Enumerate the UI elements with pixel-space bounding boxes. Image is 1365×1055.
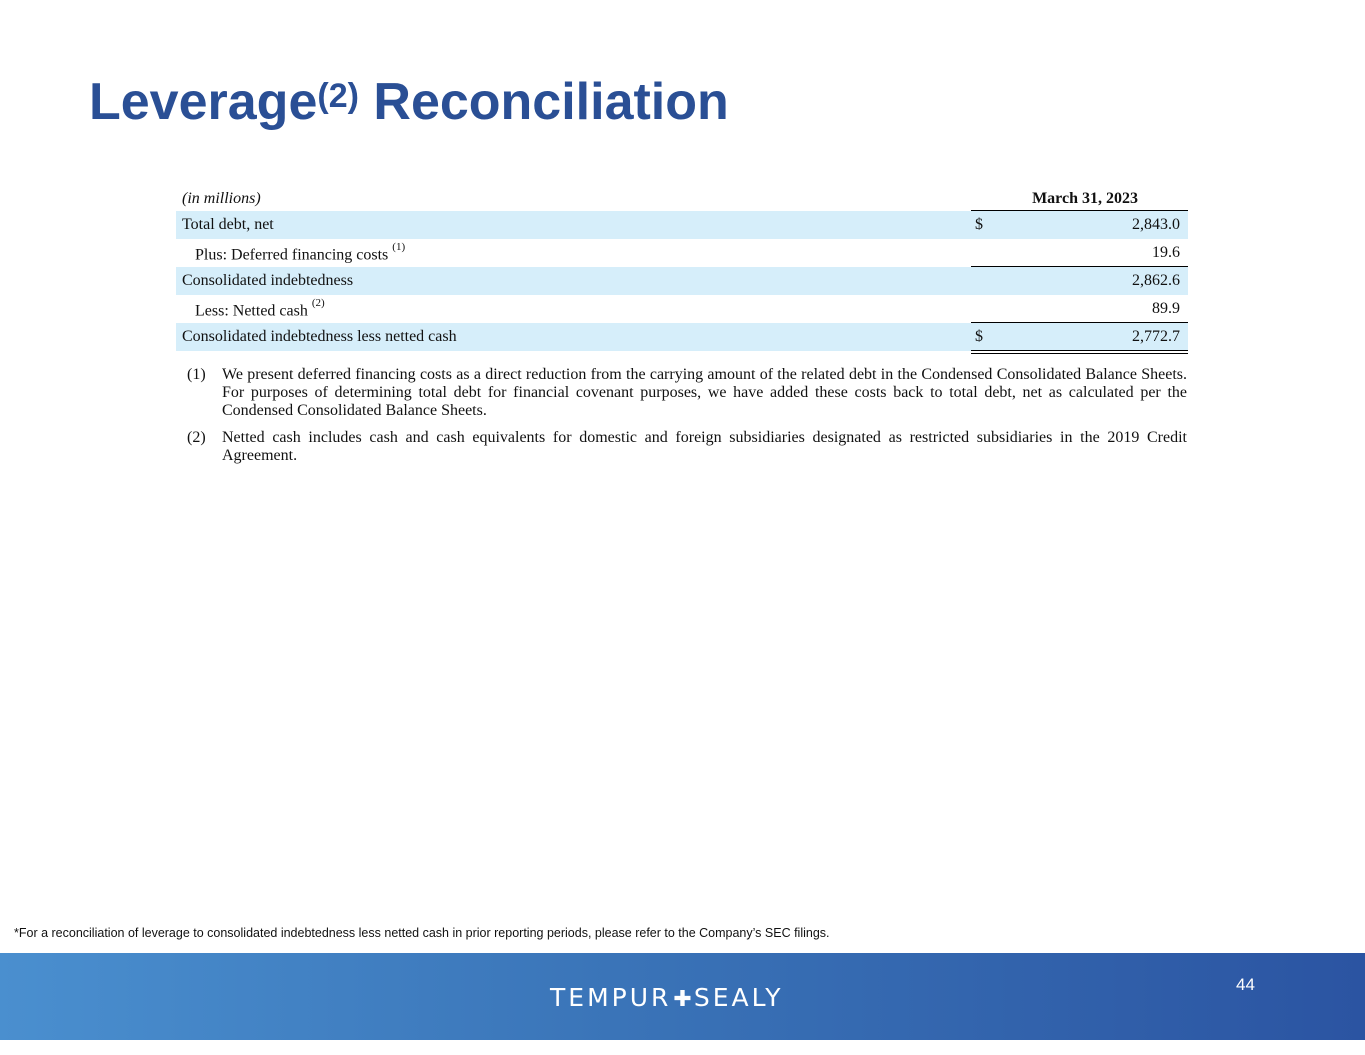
table-row-netted-cash — [176, 295, 1188, 323]
footnote-ref: (2) — [311, 297, 325, 309]
table-notes — [187, 366, 1187, 474]
row-value: 2,772.7 — [1132, 328, 1180, 345]
row-label-text: Plus: Deferred financing costs — [195, 246, 389, 264]
table-row-deferred-financing — [176, 239, 1188, 267]
slide-title — [89, 70, 729, 134]
note-text: Netted cash includes cash and cash equivalents for domestic and foreign subsidiaries designated as restricted subsidiaries in the 2019 Credit Agreement. — [222, 429, 1187, 464]
title-main: Leverage — [89, 73, 318, 131]
cross-icon: ✚ — [673, 987, 692, 1012]
row-value: 89.9 — [1152, 300, 1180, 317]
row-label-text: Less: Netted cash — [195, 302, 308, 320]
table-row-indebtedness-less-cash — [176, 323, 1188, 351]
note-number: (2) — [187, 429, 206, 446]
brand-left: TEMPUR — [550, 983, 672, 1012]
footer-bar — [0, 953, 1365, 1040]
brand-right: SEALY — [693, 983, 784, 1012]
row-label: Consolidated indebtedness less netted cash — [182, 328, 457, 345]
title-superscript: (2) — [317, 77, 359, 115]
note-2 — [187, 429, 1187, 465]
row-value: 19.6 — [1152, 244, 1180, 261]
note-number: (1) — [187, 366, 206, 383]
table-row-total-debt — [176, 211, 1188, 239]
total-double-rule — [971, 350, 1188, 354]
disclaimer-footnote: *For a reconciliation of leverage to consolidated indebtedness less netted cash in prior reporting periods, please refer to the Company’s SEC filings. — [14, 926, 830, 940]
currency-symbol: $ — [975, 328, 983, 345]
table-row-consolidated-indebtedness — [176, 267, 1188, 295]
row-label: Consolidated indebtedness — [182, 272, 354, 289]
row-label: Total debt, net — [182, 216, 274, 233]
note-text: We present deferred financing costs as a direct reduction from the carrying amount of the related debt in the Condensed Consolidated Balance Sheets. For purposes of determining total debt for financial covenant purposes, we have added these costs back to total debt, net as calculated per the Condensed Consolidated Balance Sheets. — [222, 366, 1187, 419]
currency-symbol: $ — [975, 216, 983, 233]
row-value: 2,862.6 — [1132, 272, 1180, 289]
title-rest: Reconciliation — [373, 73, 729, 131]
column-header: March 31, 2023 — [1032, 190, 1138, 207]
unit-label: (in millions) — [182, 190, 261, 207]
reconciliation-table — [176, 186, 1188, 351]
table-header-row — [176, 186, 1188, 211]
row-label — [195, 297, 325, 320]
brand-logo — [550, 983, 783, 1012]
page-number: 44 — [1236, 975, 1255, 994]
footnote-ref: (1) — [392, 241, 406, 253]
row-label — [195, 241, 406, 264]
row-value: 2,843.0 — [1132, 216, 1180, 233]
note-1 — [187, 366, 1187, 420]
